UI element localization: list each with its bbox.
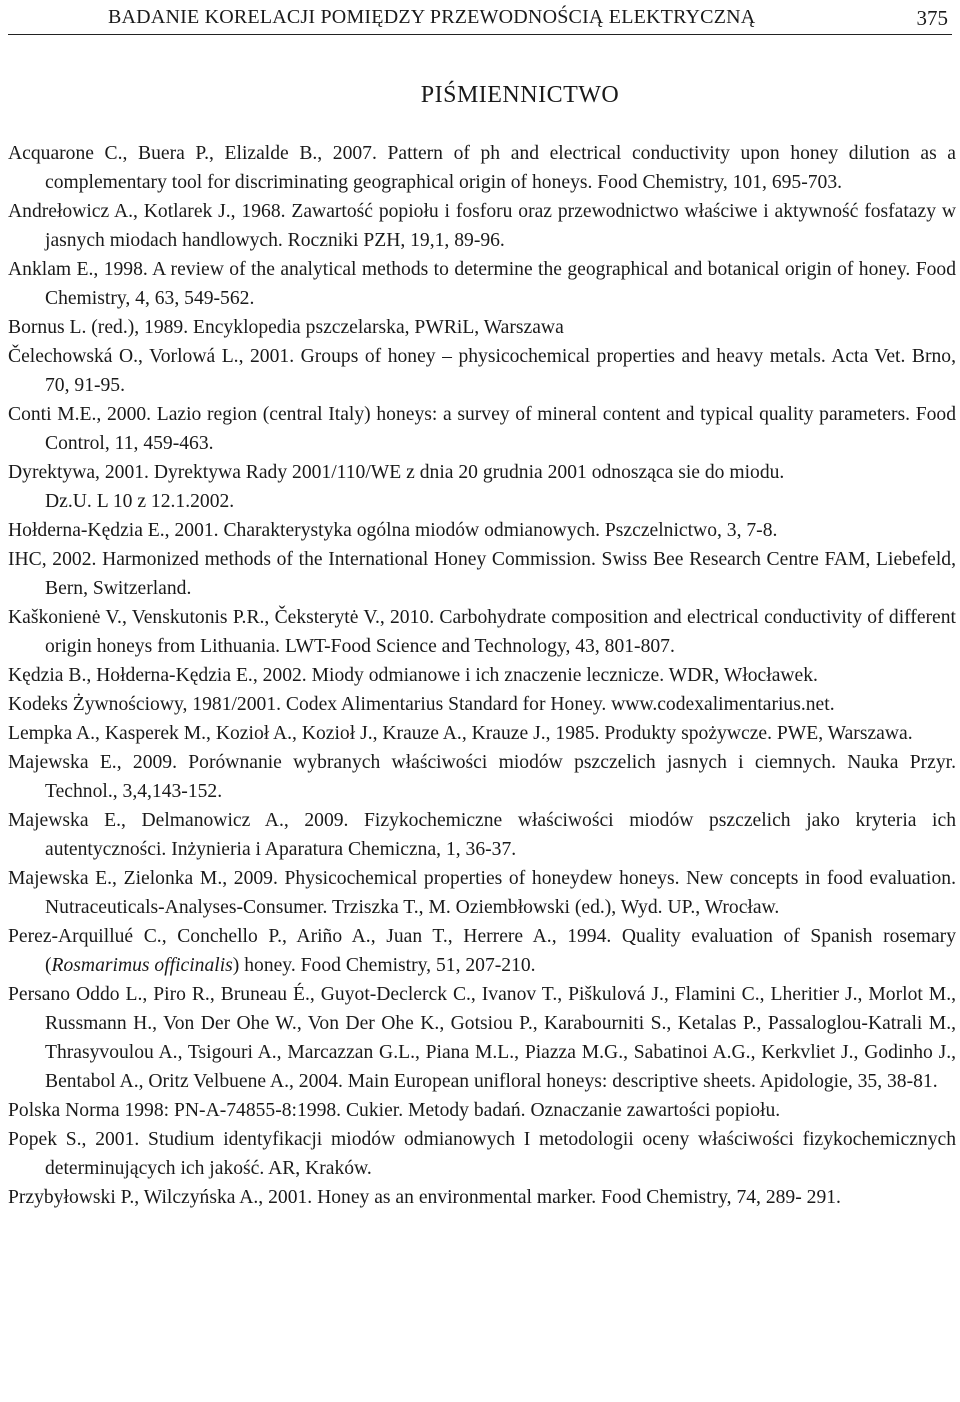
reference-list	[8, 139, 956, 1212]
page-number: 375	[916, 6, 948, 30]
reference-item: Majewska E., 2009. Porównanie wybranych właściwości miodów pszczelich jasnych i ciemnych. Nauka Przyr. Technol., 3,4,143-152.	[8, 752, 956, 802]
reference-item: Acquarone C., Buera P., Elizalde B., 2007. Pattern of ph and electrical conductivity upon honey dilution as a complementary tool for discriminating geographical origin of honeys. Food Chemistry, 101, 695-703.	[8, 143, 956, 193]
reference-item: Anklam E., 1998. A review of the analytical methods to determine the geographical and botanical origin of honey. Food Chemistry, 4, 63, 549-562.	[8, 259, 956, 309]
reference-item: Dyrektywa, 2001. Dyrektywa Rady 2001/110/WE z dnia 20 grudnia 2001 odnosząca sie do miodu.	[8, 462, 785, 483]
reference-item: Dz.U. L 10 z 12.1.2002.	[45, 491, 235, 512]
reference-item: Majewska E., Zielonka M., 2009. Physicochemical properties of honeydew honeys. New concepts in food evaluation. Nutraceuticals-Analyses-Consumer. Trziszka T., M. Oziembłowski (ed.), Wyd. UP., Wrocław.	[8, 868, 956, 918]
running-header	[8, 4, 952, 35]
reference-item: Kodeks Żywnościowy, 1981/2001. Codex Alimentarius Standard for Honey. www.codexalimentarius.net.	[8, 694, 835, 715]
reference-item: Majewska E., Delmanowicz A., 2009. Fizykochemiczne właściwości miodów pszczelich jako kryteria ich autentyczności. Inżynieria i Aparatura Chemiczna, 1, 36-37.	[8, 810, 956, 860]
reference-item: Polska Norma 1998: PN-A-74855-8:1998. Cukier. Metody badań. Oznaczanie zawartości popiołu.	[8, 1100, 781, 1121]
reference-item: Čelechowská O., Vorlowá L., 2001. Groups of honey – physicochemical properties and heavy metals. Acta Vet. Brno, 70, 91-95.	[8, 346, 956, 396]
reference-item: IHC, 2002. Harmonized methods of the International Honey Commission. Swiss Bee Research Centre FAM, Liebefeld, Bern, Switzerland.	[8, 549, 956, 599]
reference-item: Kędzia B., Hołderna-Kędzia E., 2002. Miody odmianowe i ich znaczenie lecznicze. WDR, Włocławek.	[8, 665, 818, 686]
reference-item: Conti M.E., 2000. Lazio region (central Italy) honeys: a survey of mineral content and typical quality parameters. Food Control, 11, 459-463.	[8, 404, 956, 454]
reference-item: Bornus L. (red.), 1989. Encyklopedia pszczelarska, PWRiL, Warszawa	[8, 317, 564, 338]
reference-item: Popek S., 2001. Studium identyfikacji miodów odmianowych I metodologii oceny właściwości fizykochemicznych determinujących ich jakość. AR, Kraków.	[8, 1129, 956, 1179]
reference-item: Persano Oddo L., Piro R., Bruneau É., Guyot-Declerck C., Ivanov T., Piškulová J., Flamini C., Lheritier J., Morlot M., Russmann H., Von Der Ohe W., Von Der Ohe K., Gotsiou P., Karabourniti S., Ketalas P., Passaloglou-Katrali M., Thrasyvoulou A., Tsigouri A., Marcazzan G.L., Piana M.L., Piazza M.G., Sabatinoi A.G., Kerkvliet J., Godinho J., Bentabol A., Oritz Velbuene A., 2004. Main European unifloral honeys: descriptive sheets. Apidologie, 35, 38-81.	[8, 984, 956, 1092]
reference-item: Perez-Arquillué C., Conchello P., Ariño A., Juan T., Herrere A., 1994. Quality evaluation of Spanish rosemary (Rosmarimus officinalis) honey. Food Chemistry, 51, 207-210.	[8, 926, 956, 976]
reference-item: Kaškonienė V., Venskutonis P.R., Čeksterytė V., 2010. Carbohydrate composition and electrical conductivity of different origin honeys from Lithuania. LWT-Food Science and Technology, 43, 801-807.	[8, 607, 956, 657]
section-title: PIŚMIENNICTWO	[420, 82, 620, 108]
reference-item: Hołderna-Kędzia E., 2001. Charakterystyka ogólna miodów odmianowych. Pszczelnictwo, 3, 7-8.	[8, 520, 778, 541]
reference-item: Andrełowicz A., Kotlarek J., 1968. Zawartość popiołu i fosforu oraz przewodnictwo właściwe i aktywność fosfatazy w jasnych miodach handlowych. Roczniki PZH, 19,1, 89-96.	[8, 201, 956, 251]
running-title: BADANIE KORELACJI POMIĘDZY PRZEWODNOŚCIĄ ELEKTRYCZNĄ	[108, 6, 756, 28]
reference-item: Przybyłowski P., Wilczyńska A., 2001. Honey as an environmental marker. Food Chemistry, 74, 289- 291.	[8, 1187, 841, 1208]
reference-item: Lempka A., Kasperek M., Kozioł A., Kozioł J., Krauze A., Krauze J., 1985. Produkty spożywcze. PWE, Warszawa.	[8, 723, 913, 744]
